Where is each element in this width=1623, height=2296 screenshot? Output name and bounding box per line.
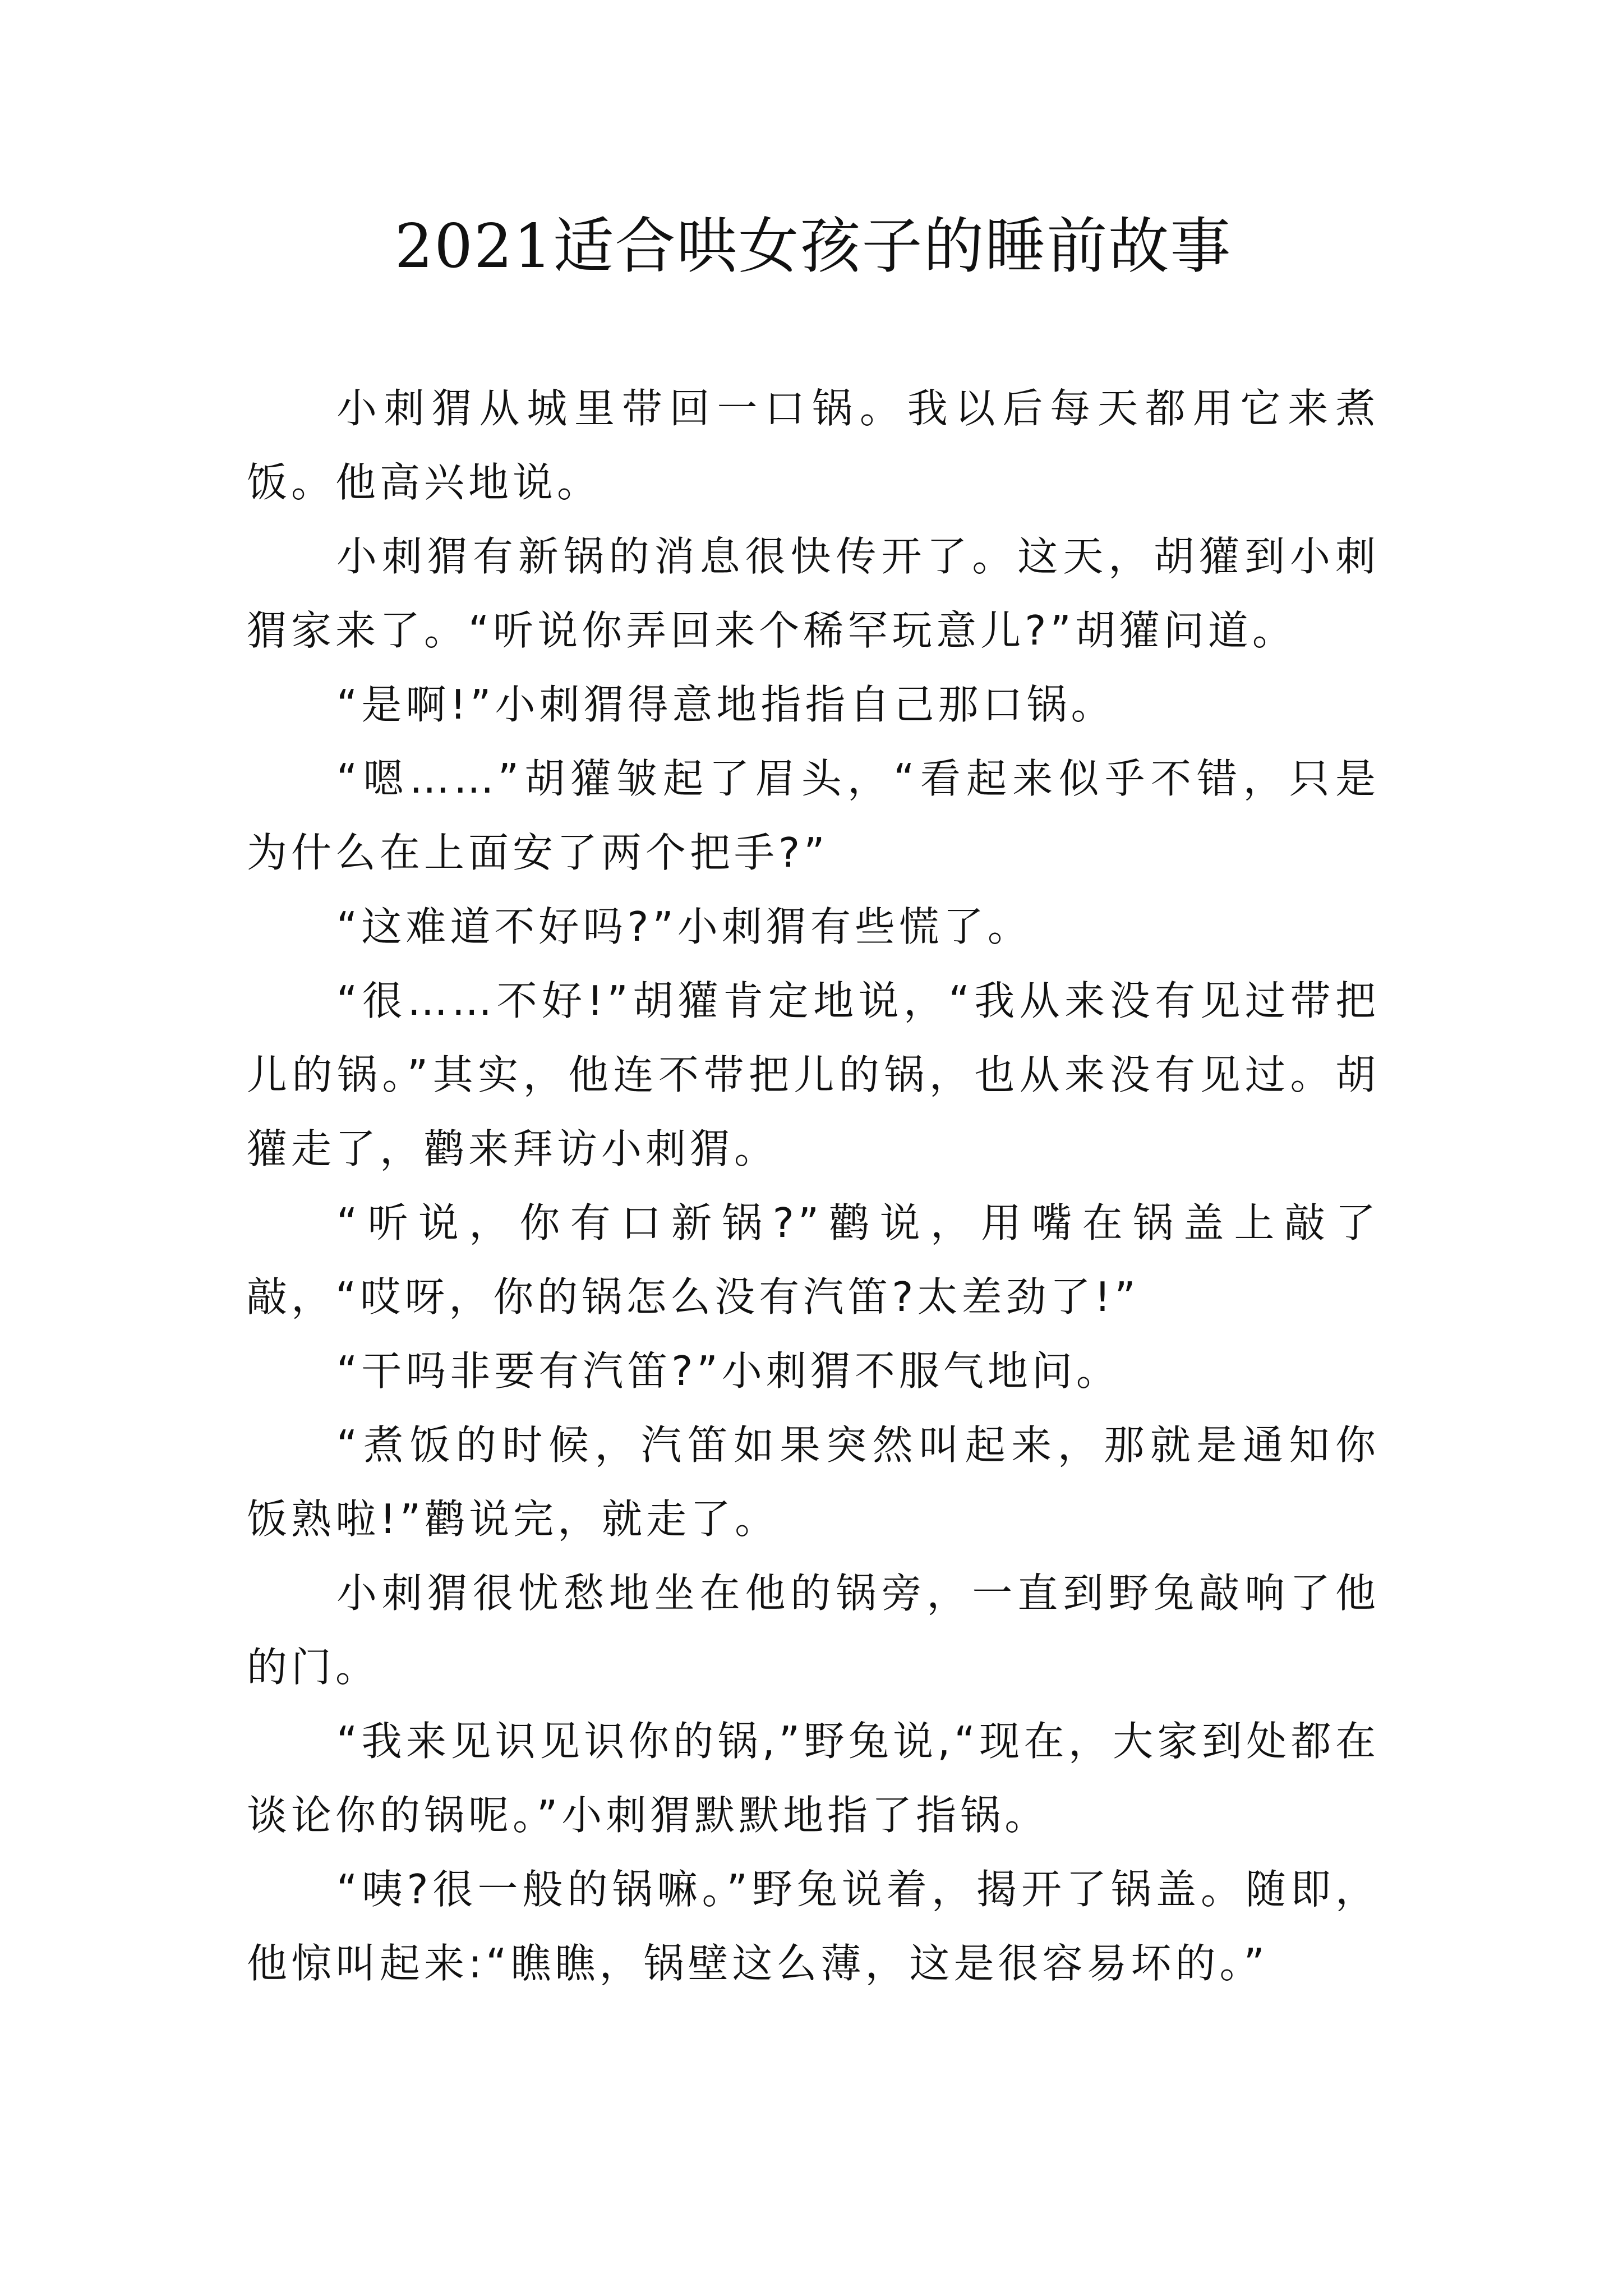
- paragraph: 小刺猬很忧愁地坐在他的锅旁，一直到野兔敲响了他的门。: [247, 1570, 1380, 1691]
- paragraph: “我来见识见识你的锅,”野兔说,“现在，大家到处都在谈论你的锅呢。”小刺猬默默地指了指锅。: [247, 1718, 1380, 1839]
- paragraph: “很……不好!”胡獾肯定地说，“我从来没有见过带把儿的锅。”其实，他连不带把儿的锅，也从来没有见过。胡獾走了，鹳来拜访小刺猬。: [247, 977, 1380, 1172]
- document-body: [247, 371, 1380, 2000]
- paragraph: “嗯……”胡獾皱起了眉头，“看起来似乎不错，只是为什么在上面安了两个把手?”: [247, 755, 1380, 876]
- paragraph: 小刺猬有新锅的消息很快传开了。这天，胡獾到小刺猬家来了。“听说你弄回来个稀罕玩意儿?”胡獾问道。: [247, 533, 1380, 654]
- paragraph: “咦?很一般的锅嘛。”野兔说着，揭开了锅盖。随即，他惊叫起来:“瞧瞧，锅壁这么薄，这是很容易坏的。”: [247, 1866, 1380, 1987]
- paragraph: 小刺猬从城里带回一口锅。我以后每天都用它来煮饭。他高兴地说。: [247, 385, 1380, 506]
- paragraph: “这难道不好吗?”小刺猬有些慌了。: [336, 903, 1032, 950]
- paragraph: “是啊!”小刺猬得意地指指自己那口锅。: [336, 681, 1115, 728]
- paragraph: “煮饭的时候，汽笛如果突然叫起来，那就是通知你饭熟啦!”鹳说完，就走了。: [247, 1421, 1380, 1543]
- paragraph: “听说，你有口新锅?”鹳说，用嘴在锅盖上敲了敲，“哎呀，你的锅怎么没有汽笛?太差劲了!”: [247, 1199, 1380, 1320]
- paragraph: “干吗非要有汽笛?”小刺猬不服气地问。: [336, 1347, 1121, 1395]
- document-title: 2021适合哄女孩子的睡前故事: [394, 211, 1232, 282]
